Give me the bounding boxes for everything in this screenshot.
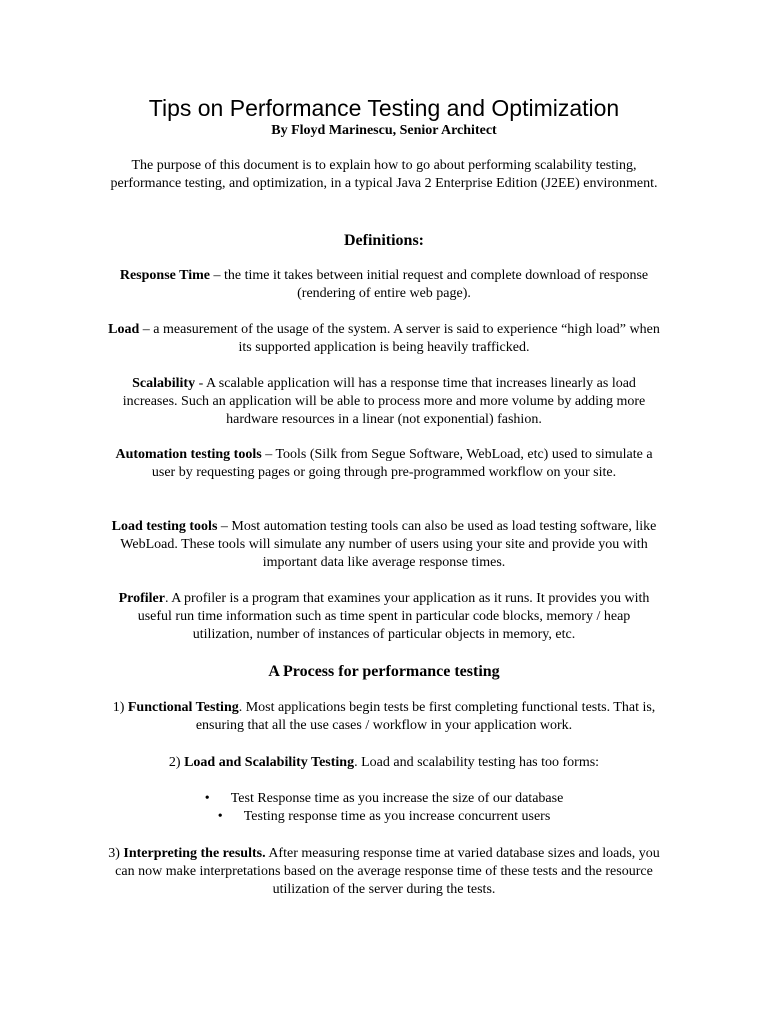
definition-text: the time it takes between initial request and complete download of response (rendering of entire web page). xyxy=(223,268,649,301)
definition-text: a measurement of the usage of the system. A server is said to experience “high load” when its supported application is being heavily trafficked. xyxy=(153,322,660,355)
list-item-text: Testing response time as you increase concurrent users xyxy=(243,809,551,824)
step-term: Interpreting the results. xyxy=(123,846,266,861)
step-term: Load and Scalability Testing xyxy=(184,755,355,770)
definition-term: Load testing tools xyxy=(111,519,218,534)
step-term: Functional Testing xyxy=(127,700,239,715)
definition-separator: – xyxy=(139,322,154,337)
intro-paragraph: The purpose of this document is to explain how to go about performing scalability testing, performance testing, and optimization, in a typical Java 2 Enterprise Edition (J2EE) environment. xyxy=(110,158,658,191)
list-item xyxy=(0,790,768,808)
bullet-icon: • xyxy=(204,791,210,806)
definition-separator: . xyxy=(164,591,172,606)
definition-profiler xyxy=(108,590,660,644)
definition-load-testing-tools xyxy=(108,518,660,572)
list-item xyxy=(0,808,768,826)
step-number: 2) xyxy=(168,755,185,770)
bullet-icon: • xyxy=(217,809,223,824)
step-functional-testing xyxy=(108,699,660,735)
step-interpreting-results xyxy=(108,845,660,899)
definition-term: Scalability xyxy=(132,376,196,391)
definition-term: Profiler xyxy=(118,591,165,606)
list-item-text: Test Response time as you increase the size of our database xyxy=(230,791,564,806)
definition-term: Response Time xyxy=(119,268,210,283)
step-text: Most applications begin tests be first completing functional tests. That is, ensuring that all the use cases / workflow in your application work. xyxy=(195,700,656,733)
process-heading: A Process for performance testing xyxy=(268,663,500,680)
step-text: After measuring response time at varied database sizes and loads, you can now make interpretations based on the average response time of these tests and the resource utilization of the server during the tests. xyxy=(115,846,660,897)
step-text: Load and scalability testing has too forms: xyxy=(361,755,600,770)
bullet-list xyxy=(0,790,768,826)
definition-separator: – xyxy=(261,447,276,462)
step-separator: . xyxy=(354,755,362,770)
step-load-scalability-testing xyxy=(108,754,660,772)
step-number: 1) xyxy=(112,700,128,715)
definition-automation-testing-tools xyxy=(108,446,660,482)
definition-term: Load xyxy=(108,322,140,337)
definition-term: Automation testing tools xyxy=(115,447,262,462)
step-number: 3) xyxy=(108,846,124,861)
document-title: Tips on Performance Testing and Optimization xyxy=(148,95,620,121)
definition-separator: – xyxy=(209,268,224,283)
definition-load xyxy=(108,321,660,357)
definition-text: Tools (Silk from Segue Software, WebLoad, etc) used to simulate a user by requesting pages or going through pre-programmed workflow on your site. xyxy=(151,447,653,480)
definition-response-time xyxy=(108,267,660,303)
step-separator: . xyxy=(238,700,246,715)
definition-scalability xyxy=(108,375,660,429)
definitions-heading: Definitions: xyxy=(344,232,424,249)
definition-separator: – xyxy=(217,519,232,534)
definition-separator: - xyxy=(195,376,206,391)
definition-text: Most automation testing tools can also be used as load testing software, like WebLoad. These tools will simulate any number of users using your site and provide you with important data like average response times. xyxy=(120,519,657,570)
definition-text: A scalable application will has a response time that increases linearly as load increases. Such an application will be able to process more and more volume by adding more hardware resources in a linear (not exponential) fashion. xyxy=(122,376,646,427)
document-byline: By Floyd Marinescu, Senior Architect xyxy=(271,123,497,138)
definition-text: A profiler is a program that examines your application as it runs. It provides you with useful run time information such as time spent in particular code blocks, memory / heap utilization, number of instances of particular objects in memory, etc. xyxy=(137,591,650,642)
